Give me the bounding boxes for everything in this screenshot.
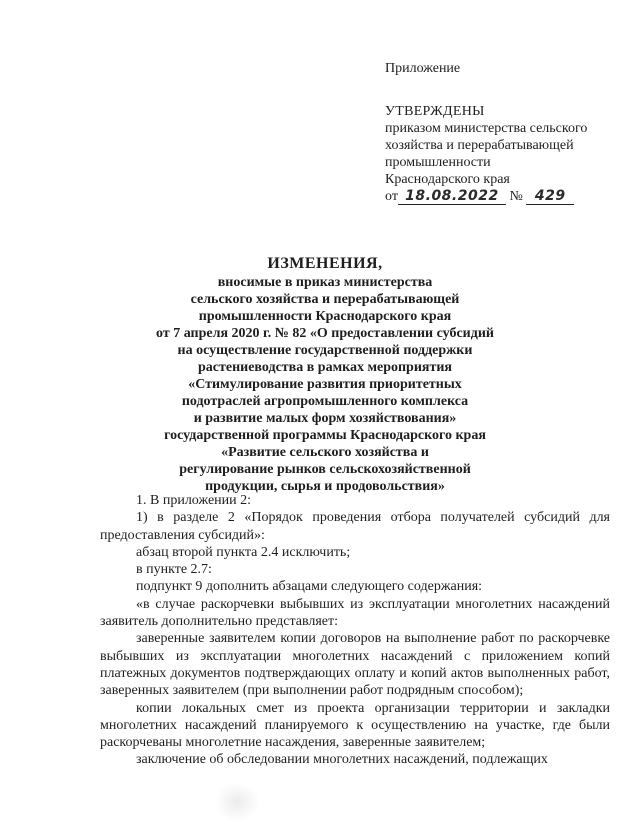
title-line: вносимые в приказ министерства <box>217 275 433 290</box>
approval-block <box>385 60 625 205</box>
title-line: от 7 апреля 2020 г. № 82 «О предоставлении субсидий <box>156 326 494 341</box>
title-line: государственной программы Краснодарского края <box>164 428 486 443</box>
title-line: «Развитие сельского хозяйства и <box>221 445 429 460</box>
title-line: продукции, сырья и продовольствия» <box>205 479 445 494</box>
title-line: «Стимулирование развития приоритетных <box>188 377 462 392</box>
approval-date-line <box>385 188 625 205</box>
title-line: подотраслей агропромышленного комплекса <box>181 394 469 409</box>
title-line: и развитие малых форм хозяйствования» <box>193 411 457 426</box>
approval-line: промышленности <box>385 155 491 170</box>
body-paragraph: в пункте 2.7: <box>136 562 212 578</box>
handwritten-date: 18.08.2022 <box>398 188 506 205</box>
date-prefix: от <box>385 189 398 204</box>
body-paragraph: подпункт 9 дополнить абзацами следующего содержания: <box>136 579 483 595</box>
body-paragraph: копии локальных смет из проекта организации территории и закладки многолетних насаждений планируемого к осуществлению на участке, где были раскорчеваны многолетние насаждения, заверенные заявителем; <box>100 700 610 751</box>
approval-line: приказом министерства сельского <box>385 121 588 136</box>
approval-line: хозяйства и перерабатывающей <box>385 138 574 153</box>
title-line: промышленности Краснодарского края <box>198 309 452 324</box>
number-label: № <box>509 189 523 204</box>
approved-label: УТВЕРЖДЕНЫ <box>385 104 485 119</box>
title-line: сельского хозяйства и перерабатывающей <box>190 292 460 307</box>
document-title: ИЗМЕНЕНИЯ, <box>267 255 383 272</box>
body-paragraph: 1. В приложении 2: <box>136 493 252 508</box>
title-line: на осуществление государственной поддержки <box>177 343 473 358</box>
document-title-block <box>150 254 500 495</box>
body-paragraph: заключение об обследовании многолетних насаждений, подлежащих <box>136 752 548 768</box>
body-paragraph: «в случае раскорчевки выбывших из эксплуатации многолетних насаждений заявитель дополнительно представляет: <box>100 596 610 630</box>
handwritten-number: 429 <box>526 188 574 205</box>
body-paragraph: 1) в разделе 2 «Порядок проведения отбора получателей субсидий для предоставления субсидий»: <box>100 510 610 543</box>
title-line: регулирование рынков сельскохозяйственной <box>179 462 471 477</box>
appendix-label: Приложение <box>385 61 461 76</box>
scan-smudge <box>214 782 260 822</box>
body-paragraph: абзац второй пункта 2.4 исключить; <box>136 544 351 560</box>
approval-line: Краснодарского края <box>385 172 510 187</box>
body-paragraph: заверенные заявителем копии договоров на выполнение работ по раскорчевке выбывших из эксплуатации многолетних насаждений с приложением копий платежных документов подтверждающих оплату и копий актов выполненных работ, заверенных заявителем (при выполнении работ подрядным способом); <box>100 631 610 699</box>
title-line: растениеводства в рамках мероприятия <box>197 360 453 375</box>
document-body <box>100 492 610 769</box>
